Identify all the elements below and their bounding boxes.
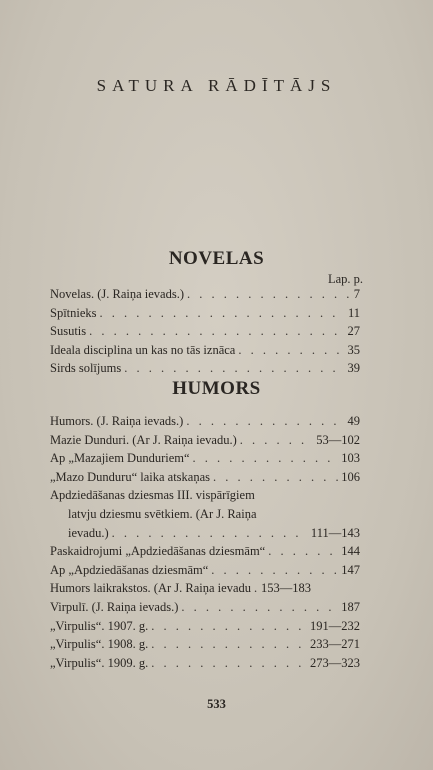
toc-entry-title-line2: latvju dziesmu svētkiem. (Ar J. Raiņa: [68, 506, 257, 521]
toc-entry: [50, 542, 360, 561]
toc-entry: [50, 654, 360, 673]
leader-dots: [213, 468, 338, 487]
toc-entry: [50, 449, 360, 468]
page-column-label: Lap. p.: [327, 272, 363, 286]
humors-heading: HUMORS: [172, 378, 261, 399]
toc-entry: [50, 598, 360, 617]
toc-entry-title: „Virpulis“. 1908. g.: [50, 637, 149, 652]
leader-dots: [187, 285, 351, 304]
toc-entry-page: 7: [353, 287, 360, 301]
toc-entry-title: „Virpulis“. 1907. g.: [50, 618, 149, 633]
toc-entry-title: Ap „Mazajiem Dunduriem“: [50, 451, 190, 466]
leader-dots: [124, 359, 344, 378]
toc-entry-title: Ideala disciplina un kas no tās iznāca: [50, 342, 236, 357]
toc-entry-page: 111—143: [310, 525, 360, 540]
toc-entry: [50, 341, 360, 360]
toc-entry-title: Novelas. (J. Raiņa ievads.): [50, 287, 184, 301]
leader-dots: [186, 412, 344, 431]
toc-entry-page: 103: [341, 451, 360, 466]
toc-entry: [50, 468, 360, 487]
leader-dots: [100, 304, 345, 323]
toc-entry-page: 53—102: [316, 432, 360, 447]
toc-entry-title: ievadu.): [68, 525, 109, 540]
toc-entry-title: „Virpulis“. 1909. g.: [50, 655, 149, 670]
toc-entry: [50, 579, 360, 598]
leader-dots: [254, 579, 258, 598]
toc-entry-page: 49: [347, 414, 360, 428]
toc-entry-page: 191—232: [310, 618, 360, 633]
toc-entry-title: Sirds solījums: [50, 361, 122, 376]
leader-dots: [89, 322, 344, 341]
toc-entry-line: [50, 505, 360, 524]
novelas-heading: NOVELAS: [168, 248, 265, 269]
toc-entry: [50, 359, 360, 378]
toc-entry: [50, 412, 360, 431]
toc-entry: [50, 561, 360, 580]
toc-entry: [50, 304, 360, 323]
leader-dots: [112, 524, 308, 543]
toc-entry-title: Humors laikrakstos. (Ar J. Raiņa ievadu: [50, 581, 252, 596]
toc-entry-page: 11: [347, 305, 360, 320]
toc-entry-title: Virpulī. (J. Raiņa ievads.): [50, 599, 179, 614]
toc-entry-page: 35: [347, 342, 360, 357]
toc-entry-page: 187: [341, 599, 360, 614]
toc-entry-title: Susutis: [50, 324, 87, 339]
leader-dots: [151, 654, 307, 673]
toc-entry-page: 144: [341, 544, 360, 559]
toc-entry: [50, 524, 360, 543]
page-title: SATURA RĀDĪTĀJS: [96, 76, 337, 95]
leader-dots: [151, 635, 307, 654]
toc-entry: [50, 322, 360, 341]
toc-entry-page: 106: [341, 469, 360, 484]
toc-entry-title: Paskaidrojumi „Apdziedāšanas dziesmām“: [50, 544, 266, 559]
leader-dots: [211, 561, 338, 580]
toc-entry-title: Ap „Apdziedāšanas dziesmām“: [50, 562, 209, 577]
leader-dots: [193, 449, 339, 468]
toc-entry-title: „Mazo Dunduru“ laika atskaņas: [50, 469, 211, 484]
toc-entry-page: 153—183: [261, 581, 312, 596]
leader-dots: [268, 542, 338, 561]
toc-entry-title: Mazie Dunduri. (Ar J. Raiņa ievadu.): [50, 432, 237, 447]
toc-entry-page: 273—323: [310, 655, 360, 670]
toc-entry: [50, 285, 360, 304]
toc-entry-page: 147: [341, 562, 360, 577]
leader-dots: [240, 431, 314, 450]
leader-dots: [181, 598, 338, 617]
leader-dots: [238, 341, 344, 360]
page-number: 533: [207, 697, 226, 711]
humors-toc: [50, 412, 360, 672]
leader-dots: [151, 617, 307, 636]
toc-entry-title: Spītnieks: [50, 305, 97, 320]
toc-entry: [50, 431, 360, 450]
toc-entry-page: 27: [347, 324, 360, 339]
toc-entry-title-line1: Apdziedāšanas dziesmas III. vispārīgiem: [50, 488, 255, 503]
novelas-toc: [50, 285, 360, 378]
toc-entry-page: 233—271: [310, 637, 360, 652]
toc-entry: [50, 635, 360, 654]
toc-entry-title: Humors. (J. Raiņa ievads.): [50, 414, 184, 428]
toc-entry-page: 39: [347, 361, 360, 376]
toc-entry: [50, 617, 360, 636]
toc-entry-line: [50, 486, 360, 505]
